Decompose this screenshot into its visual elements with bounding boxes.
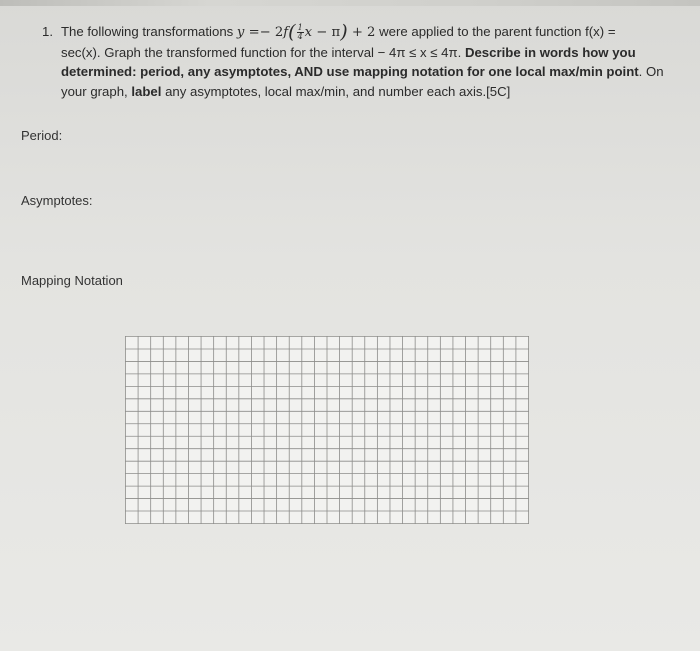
question-number: 1. (42, 24, 53, 39)
fraction-one-quarter: $\frac{1}{4}$ (297, 23, 303, 41)
question-line-4: your graph, label any asymptotes, local max/min, and number each axis.[5C] (61, 83, 511, 99)
period-label: Period: (21, 128, 63, 143)
question-line-3: determined: period, any asymptotes, AND use mapping notation for one local max/min point. On (61, 64, 664, 79)
question-line-2: sec(x). Graph the transformed function for the interval − 4π ≤ x ≤ 4π. Describe in words how you (61, 44, 636, 60)
equation: y =− 2f( $\frac{1}{4}$ x − π) + 2 (236, 21, 376, 43)
graph-grid[interactable] (125, 336, 529, 524)
question-line-1: The following transformations y =− 2f( $\frac{1}{4}$ x − π) + 2 were applied to the parent function f(x) = (61, 21, 616, 43)
page-top-edge (0, 0, 700, 6)
question-block (42, 21, 664, 101)
mapping-notation-label: Mapping Notation (21, 273, 123, 288)
asymptotes-label: Asymptotes: (21, 193, 93, 208)
question-text (61, 21, 664, 101)
graph-grid-svg[interactable] (125, 336, 529, 524)
